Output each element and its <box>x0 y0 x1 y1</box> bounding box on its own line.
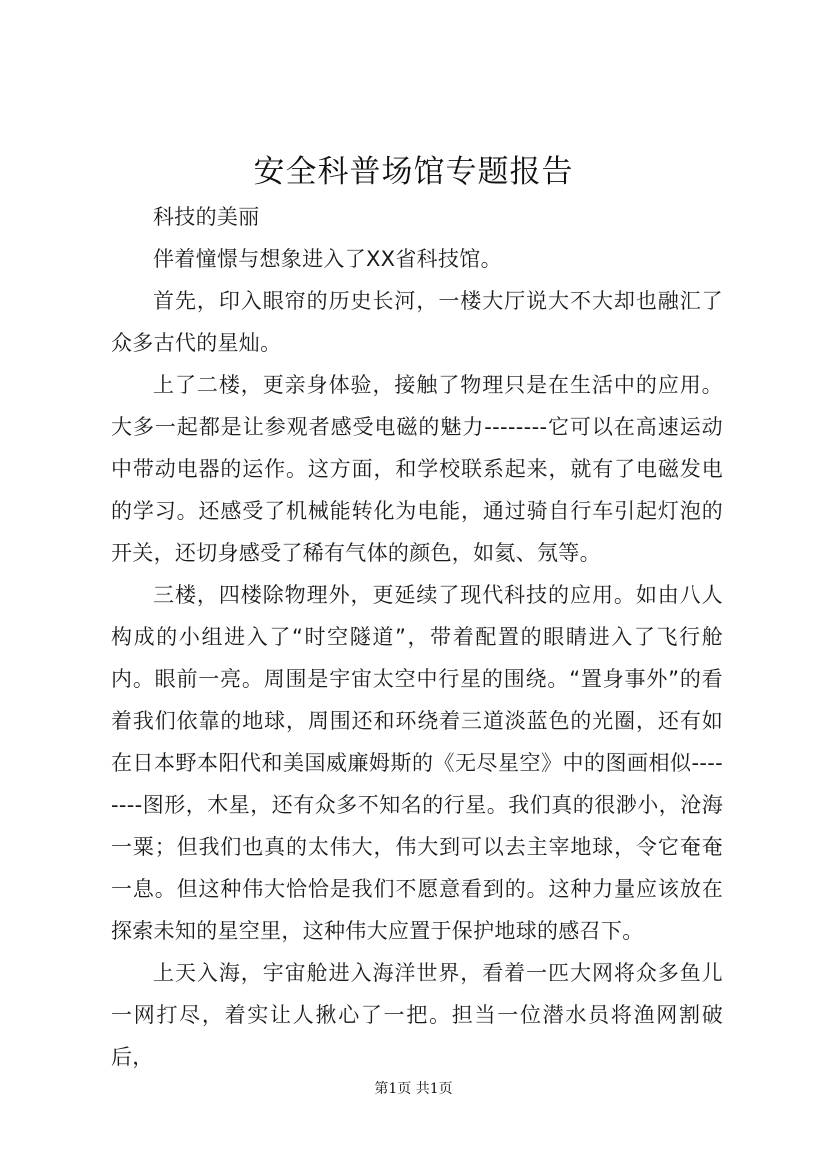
document-body <box>111 196 723 1078</box>
paragraph: 三楼，四楼除物理外，更延续了现代科技的应用。如由八人构成的小组进入了“时空隧道”，带着配置的眼睛进入了飞行舱内。眼前一亮。周围是宇宙太空中行星的围绕。“置身事外”的看着我们依靠的地球，周围还和环绕着三道淡蓝色的光圈，还有如在日本野本阳代和美国威廉姆斯的《无尽星空》中的图画相似--------图形，木星，还有众多不知名的行星。我们真的很渺小，沧海一粟；但我们也真的太伟大，伟大到可以去主宰地球，令它奄奄一息。但这种伟大恰恰是我们不愿意看到的。这种力量应该放在探索未知的星空里，这种伟大应置于保护地球的感召下。 <box>111 583 723 943</box>
paragraph: 上了二楼，更亲身体验，接触了物理只是在生活中的应用。大多一起都是让参观者感受电磁的魅力--------它可以在高速运动中带动电器的运作。这方面，和学校联系起来，就有了电磁发电的学习。还感受了机械能转化为电能，通过骑自行车引起灯泡的开关，还切身感受了稀有气体的颜色，如氦、氖等。 <box>111 373 723 565</box>
paragraph: 科技的美丽 <box>153 205 260 229</box>
page-footer: 第1页 共1页 <box>374 1081 453 1097</box>
paragraph: 伴着憧憬与想象进入了XX省科技馆。 <box>153 247 502 271</box>
paragraph: 上天入海，宇宙舱进入海洋世界，看着一匹大网将众多鱼儿一网打尽，着实让人揪心了一把。担当一位潜水员将渔网割破后， <box>111 961 723 1069</box>
paragraph: 首先，印入眼帘的历史长河，一楼大厅说大不大却也融汇了众多古代的星灿。 <box>111 289 723 355</box>
document-title: 安全科普场馆专题报告 <box>253 154 574 190</box>
